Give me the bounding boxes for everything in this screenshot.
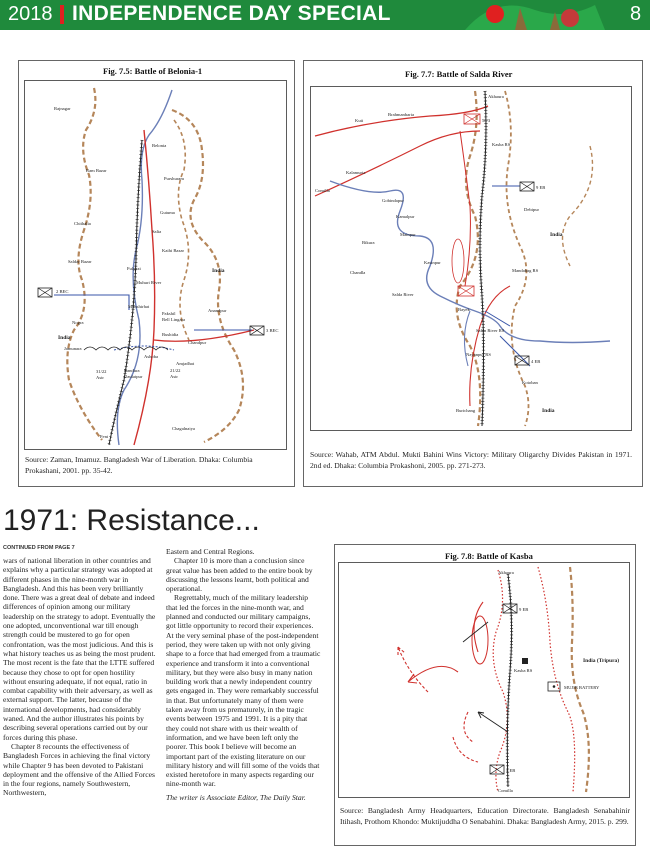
belonia-label-bandura: Bandura xyxy=(124,368,140,373)
salda-label-chandla: Chandla xyxy=(350,270,366,275)
article-byline: The writer is Associate Editor, The Daily Star. xyxy=(166,792,306,802)
page-number: 8 xyxy=(630,3,642,25)
kasba-label-india: India (Tripura) xyxy=(583,658,620,664)
salda-label-burichang: Burichang xyxy=(456,408,476,413)
kasba-label-4eb: 4 EB xyxy=(506,768,516,773)
belonia-label-india-west: India xyxy=(58,335,71,341)
belonia-label-saldar-bazar: Saldar Bazar xyxy=(68,259,92,264)
kasba-label-comilla: Comilla xyxy=(498,788,513,793)
salda-label-kalamuria: Kalamuria xyxy=(346,170,366,175)
belonia-label-kaihi-bazar: Kaihi Bazar xyxy=(162,248,185,253)
salda-label-mandabag: Mandabag RS xyxy=(512,268,539,273)
belonia-label-munshirhat: Munshirhat xyxy=(128,304,150,309)
article-column-2 xyxy=(166,547,321,802)
salda-label-mainpur: Mainpur xyxy=(400,232,416,237)
belonia-label-chandpur: Chandpur xyxy=(188,340,207,345)
figure-salda-source: Source: Wahab, ATM Abdul. Mukti Bahini Wins Victory: Military Oligarchy Divides Pakistan in 1971. 2nd ed. Dhaka: Columbia Prokashoni, 2005. pp. 271-273. xyxy=(310,450,632,470)
belonia-label-chagalnaiya: Chagalnaiya xyxy=(172,426,195,431)
article-paragraph: Regrettably, much of the military leadership that led the forces in the nine-month war, and planned and conducted our military campaigns, got little opportunity to record their experiences. At the very seminal phase of the post-independent period, they were taken up with not only giving shape to a force that had emerged from a traumatic experience and transform it into a conventional military, but they were also busy in many nation building work that a newly independent country gets engaged in. They were remarkably successful in that. But unfortunately many of them were taken away from us prematurely, in the tragic events between 1975 and 1991. It is a pity that they could not share with us their wealth of information, and we have been left only the poorer. This book I believe will become an important part of the existing literature on our military history and will fill some of the voids that existed heretofore in many aspects regarding our nine-month war. xyxy=(166,593,321,789)
figure-kasba-source: Source: Bangladesh Army Headquarters, Education Directorate. Bangladesh Senabahinir Itihash, Prothom Khondo: Muktijuddha O Senabahini. Dhaka: Bangladesh Army, 2015. p. 299. xyxy=(340,806,630,826)
salda-label-9eb: 9 EB xyxy=(536,185,546,190)
article-column-1 xyxy=(3,556,158,798)
salda-label-bikura: Bikura xyxy=(362,240,375,245)
continued-from: CONTINUED FROM PAGE 7 xyxy=(3,545,75,551)
salda-label-kamalpur: Kamalpur xyxy=(396,214,415,219)
salda-label-4eb: 4 EB xyxy=(531,359,541,364)
header-title: INDEPENDENCE DAY SPECIAL xyxy=(72,2,391,25)
belonia-label-gutuma: Gutuma xyxy=(160,210,175,215)
salda-label-india-south: India xyxy=(542,408,555,414)
kasba-map xyxy=(338,562,630,798)
belonia-label-nogra: Nogra xyxy=(72,320,84,325)
salda-label-akhaura: Akhaura xyxy=(488,94,504,99)
kasba-label-9eb: 9 EB xyxy=(519,607,529,612)
kasba-label-mujib-battery: MUJIB BATTERY xyxy=(564,685,600,690)
belonia-label-salia: Salia xyxy=(152,229,162,234)
article-headline: 1971: Resistance... xyxy=(3,504,260,537)
figure-kasba-title: Fig. 7.8: Battle of Kasba xyxy=(445,551,533,561)
salda-label-india: India xyxy=(550,232,563,238)
belonia-label-rajnagar: Rajnagar xyxy=(54,106,71,111)
belonia-map xyxy=(24,80,287,450)
belonia-label-chithalia: Chithalia xyxy=(74,221,91,226)
belonia-label-feni: Feni xyxy=(100,434,109,439)
header-year: 2018 xyxy=(8,3,53,25)
kasba-label-akhaura: Akhaura xyxy=(498,570,514,575)
article-paragraph: Chapter 10 is more than a conclusion since great value has been added to the entire book by discussing the lessons learnt, both political and operational. xyxy=(166,556,313,594)
figure-belonia-source: Source: Zaman, Imamuz. Bangladesh War of Liberation. Dhaka: Columbia Prokashani, 2001. pp. 35-42. xyxy=(25,455,253,475)
salda-label-bayek: Bayek xyxy=(458,307,470,312)
belonia-label-muhuri-river: Muhuri River xyxy=(136,280,162,285)
belonia-label-2bec: 2 BEC xyxy=(56,289,69,294)
belonia-label-ashoba: Ashoba xyxy=(144,354,159,359)
belonia-label-pakshil: Pakshil xyxy=(162,311,176,316)
belonia-label-unit-1: 31/22 xyxy=(96,369,107,374)
salda-label-nayanpur: Nayanpur RS xyxy=(466,352,491,357)
belonia-label-unit-2: 21/22 xyxy=(170,368,181,373)
salda-label-unit: 50/3 xyxy=(482,118,491,123)
salda-label-kotoban: Kotoban xyxy=(522,380,538,385)
article-paragraph: wars of national liberation in other countries and explains why a particular strategy was adopted at different phases in the nine-month war in Bangladesh. And this has been very brilliantly done. There was a great deal of debate and indeed differences of opinion among our military leadership on the strategy to adopt. Eventually the one adopted, unconventional war till enough strength could be mustered to go for open confrontation, was the most judicious. And this is what history teaches us as being the most prudent. The most recent is the fate that the LTTE suffered because they chose to opt for open hostility without ensuring adequate, if not equal, ratio in combat capability with their adversary, as well as external support. The latter, because of the international developments, had considerably waned. And the author illustrates his points by describing several operations carried out by our forces during this phase. xyxy=(3,556,156,742)
salda-label-salda-river: Salda River xyxy=(392,292,414,297)
salda-label-comilla: Comilla xyxy=(315,188,330,193)
belonia-label-jamunara: Jamunara xyxy=(64,346,82,351)
salda-label-brahmanbaria: Brahmanbaria xyxy=(388,112,415,117)
article-paragraph: Chapter 8 recounts the effectiveness of Bangladesh Forces in achieving the final victory while Chapter 9 has been devoted to Pakistani deployment and the offensive of the Allied Forces in the four regions, namely Southwestern, Northwestern, xyxy=(3,741,155,798)
salda-map xyxy=(310,86,632,431)
belonia-label-ram-bazar: Ram Bazar xyxy=(86,168,107,173)
article-paragraph: Eastern and Central Regions. xyxy=(166,547,255,556)
belonia-label-anandpur: Anandpur xyxy=(208,308,227,313)
belonia-label-amjadhat: Amjadhat xyxy=(176,361,195,366)
belonia-label-india: India xyxy=(212,268,225,274)
belonia-label-fulgazi: Fulgazi xyxy=(127,266,141,271)
belonia-label-unit-4: Astr xyxy=(170,374,178,379)
salda-label-kuti: Kuti xyxy=(355,118,364,123)
belonia-label-3bec: 3 BEC xyxy=(266,328,279,333)
kasba-label-kasba-rs: Kasba RS xyxy=(514,668,533,673)
header-divider xyxy=(60,5,64,24)
flag-graphic-icon xyxy=(455,0,605,30)
salda-label-kasinpur: Kasinpur xyxy=(424,260,441,265)
belonia-label-bushidia: Bushidia xyxy=(162,332,179,337)
belonia-label-unit-3: Astr xyxy=(96,375,104,380)
salda-label-gobindapur: Gobindapur xyxy=(382,198,404,203)
belonia-label-belonia: Belonia xyxy=(152,143,167,148)
figure-belonia-title: Fig. 7.5: Battle of Belonia-1 xyxy=(103,66,203,76)
figure-salda-title: Fig. 7.7: Battle of Salda River xyxy=(405,69,513,79)
belonia-label-bell-lingara: Bell Lingara xyxy=(162,317,186,322)
salda-label-kasba-rs: Kasba RS xyxy=(492,142,511,147)
salda-label-salda-river-rs: Salda River RS xyxy=(476,328,505,333)
salda-label-debipur: Debipur xyxy=(524,207,540,212)
belonia-label-daulatpur: Daulatpur xyxy=(124,374,143,379)
belonia-label-purshuram: Purshuram xyxy=(164,176,184,181)
